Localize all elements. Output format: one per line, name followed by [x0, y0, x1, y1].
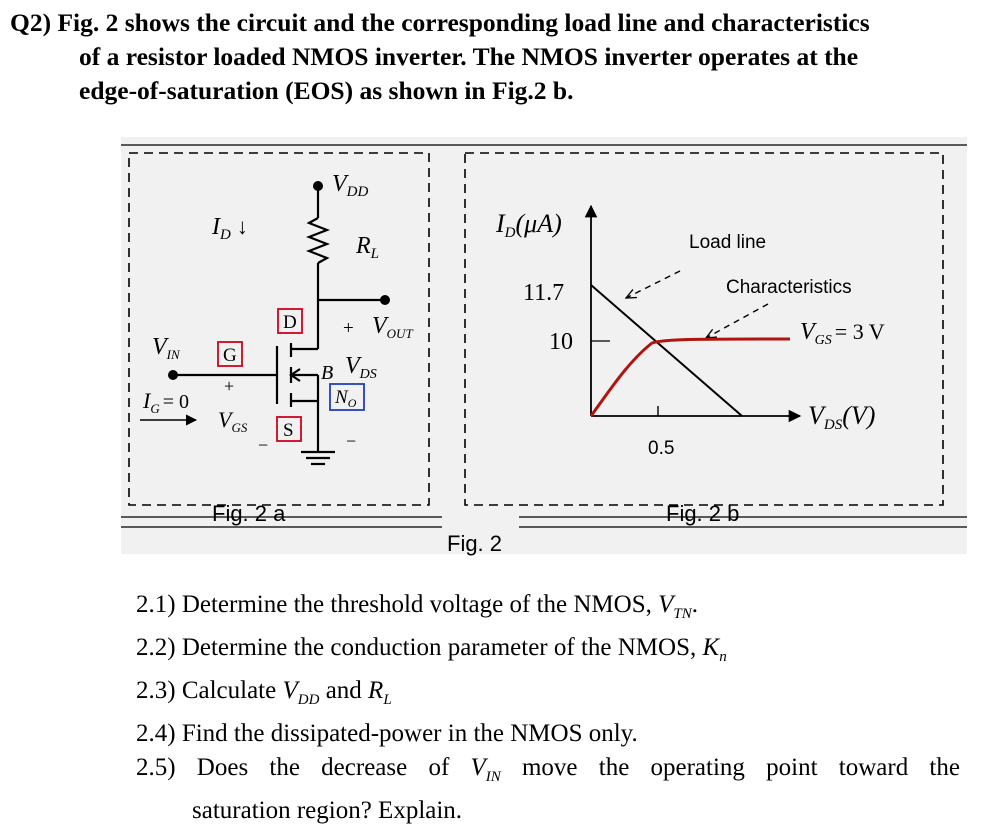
question-line-1: Q2) Fig. 2 shows the circuit and the corresponding load line and characteristics — [10, 8, 870, 37]
vgs-label: $V_{GS}$ — [218, 407, 248, 435]
body-terminal-label: B — [321, 362, 334, 384]
vin-node — [168, 370, 178, 380]
subquestion-2-1: 2.1) Determine the threshold voltage of the NMOS, $V_{TN}$. — [136, 591, 698, 622]
vin-label: $V_{IN}$ — [152, 334, 180, 362]
vdd-label: $V_{DD}$ — [332, 171, 369, 200]
vout-label: $V_{OUT}$ — [372, 313, 413, 341]
vgs-minus: − — [258, 435, 269, 455]
fig-2a-caption: Fig. 2 a — [212, 501, 286, 526]
vout-plus: + — [343, 318, 354, 339]
characteristics-label: Characteristics — [726, 277, 852, 298]
subquestion-list — [136, 588, 966, 828]
load-line-label: Load line — [689, 232, 767, 253]
vds-label: $V_{DS}$ — [345, 353, 377, 382]
figure-background — [121, 137, 967, 554]
subquestion-2-5-continued: saturation region? Explain. — [192, 797, 463, 824]
y-axis-label: ID(μA) — [496, 209, 562, 241]
fig-2-caption: Fig. 2 — [447, 531, 503, 556]
x-tick-label: 0.5 — [648, 438, 675, 459]
subquestion-2-4: 2.4) Find the dissipated-power in the NMOS only. — [136, 720, 638, 747]
fig-2b-caption: Fig. 2 b — [666, 501, 740, 526]
terminal-s-label: S — [283, 420, 294, 441]
vgs-curve-label: $V_{GS} = 3$ V — [800, 319, 885, 348]
ig-label: $I_G = 0$ — [143, 388, 189, 416]
y-tick-label-low: 10 — [549, 329, 573, 355]
subquestion-2-5: 2.5) Does the decrease of $V_{IN}$ move the operating point toward the — [136, 754, 960, 785]
y-tick-label-high: 11.7 — [523, 280, 565, 306]
vgs-plus: + — [224, 376, 235, 396]
terminal-d-label: D — [283, 312, 297, 333]
id-label: $I_D$ ↓ — [212, 214, 248, 243]
vds-minus: − — [346, 431, 357, 451]
question-line-3: edge-of-saturation (EOS) as shown in Fig.2 b. — [79, 76, 574, 105]
rl-label: $R_L$ — [356, 233, 380, 262]
x-axis-label: VDS(V) — [808, 401, 876, 433]
terminal-g-label: G — [223, 345, 237, 366]
subquestion-2-2: 2.2) Determine the conduction parameter of the NMOS, $K_n$ — [136, 634, 727, 665]
subquestion-2-3: 2.3) Calculate $V_{DD}$ and $R_L$ — [136, 677, 392, 708]
vout-node — [380, 295, 390, 305]
node-label: $N_O$ — [335, 387, 357, 410]
question-line-2: of a resistor loaded NMOS inverter. The NMOS inverter operates at the — [79, 42, 859, 71]
